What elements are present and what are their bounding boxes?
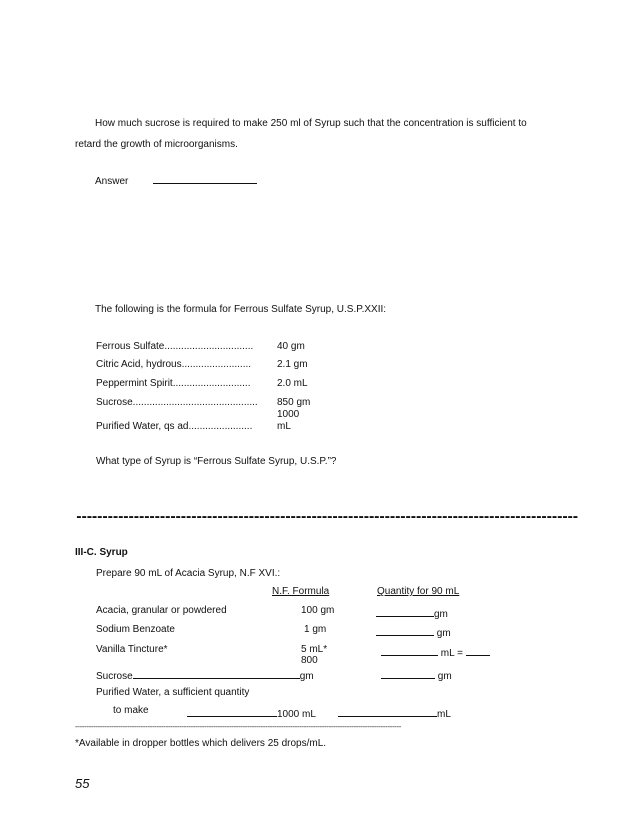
ingredient-name: Citric Acid, hydrous.........................: [96, 359, 252, 370]
water-name-1: Purified Water, a sufficient quantity: [96, 687, 250, 698]
footnote: *Available in dropper bottles which delivers 25 drops/mL.: [75, 738, 327, 749]
water-formula-cell: [187, 705, 316, 720]
question-line-2: retard the growth of microorganisms.: [75, 139, 238, 150]
ferrous-question: What type of Syrup is “Ferrous Sulfate Syrup, U.S.P.”?: [96, 456, 337, 467]
acacia-unit: gm: [434, 609, 448, 620]
vanilla-unit: mL =: [440, 648, 466, 659]
ingredient-name: Sucrose.............................................: [96, 397, 258, 408]
footnote-separator: ------------------------------------------------------------------------------------------------------------------------------------------------: [75, 722, 402, 731]
ingredient-name: Peppermint Spirit............................: [96, 378, 251, 389]
sucrose-quantity: [381, 667, 452, 682]
vanilla-blank[interactable]: [381, 644, 438, 656]
column-header-quantity: Quantity for 90 mL: [377, 586, 460, 597]
sucrose-unit: gm: [437, 671, 452, 682]
ingredient-amount: 2.0 mL: [277, 378, 308, 389]
acacia-name: Acacia, granular or powdered: [96, 605, 227, 616]
ingredient-amount: 2.1 gm: [277, 359, 308, 370]
acacia-quantity: [376, 605, 448, 620]
vanilla-name: Vanilla Tincture*: [96, 644, 168, 655]
sucrose-formula-line1: 800: [301, 655, 318, 666]
water-formula: 1000 mL: [277, 709, 316, 720]
ingredient-amount: 40 gm: [277, 341, 305, 352]
answer-label: Answer: [95, 176, 129, 187]
sucrose-name: Sucrose: [96, 671, 133, 682]
benzoate-formula: 1 gm: [304, 624, 327, 635]
ingredient-amount: 850 gm: [277, 397, 311, 408]
answer-blank[interactable]: [153, 171, 257, 184]
sucrose-row: [96, 667, 314, 682]
vanilla-drops-blank[interactable]: [466, 644, 490, 656]
sucrose-formula-line2: gm: [299, 671, 314, 682]
acacia-formula: 100 gm: [301, 605, 335, 616]
acacia-blank[interactable]: [376, 605, 434, 617]
water-blank[interactable]: [187, 705, 277, 717]
question-line-1: How much sucrose is required to make 250 ml of Syrup such that the concentration is sufficient to: [95, 118, 527, 129]
section-instruction: Prepare 90 mL of Acacia Syrup, N.F XVI.:: [96, 568, 281, 579]
water-name-2: to make: [113, 705, 149, 716]
benzoate-name: Sodium Benzoate: [96, 624, 175, 635]
column-header-formula: N.F. Formula: [272, 586, 330, 597]
ingredient-amount-line1: 1000: [277, 409, 300, 420]
benzoate-blank[interactable]: [376, 624, 434, 636]
benzoate-unit: gm: [436, 628, 451, 639]
sucrose-blank[interactable]: [133, 667, 300, 679]
ingredient-name: Purified Water, qs ad.......................: [96, 421, 253, 432]
vanilla-formula: 5 mL*: [301, 644, 328, 655]
water-quantity: [338, 705, 451, 720]
ingredient-amount-line2: mL: [277, 421, 291, 432]
vanilla-quantity: [381, 644, 490, 659]
answer-row: [95, 171, 257, 187]
ingredient-name: Ferrous Sulfate................................: [96, 341, 254, 352]
ferrous-intro: The following is the formula for Ferrous Sulfate Syrup, U.S.P.XXII:: [95, 304, 387, 315]
section-heading: III-C. Syrup: [75, 547, 128, 558]
benzoate-quantity: [376, 624, 451, 639]
water-qty-blank[interactable]: [338, 705, 437, 717]
water-unit: mL: [437, 709, 451, 720]
page-number: 55: [75, 776, 90, 791]
section-separator: ------------------------------------------------------------------------------------------------: [75, 510, 577, 525]
sucrose-qty-blank[interactable]: [381, 667, 435, 679]
